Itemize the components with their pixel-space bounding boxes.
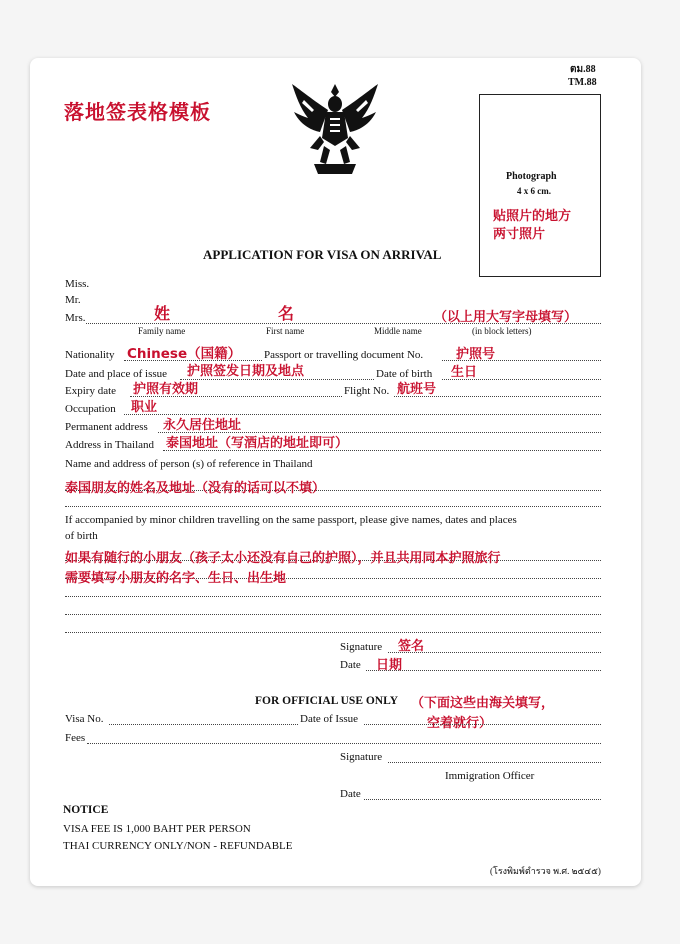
children-text-line2: of birth <box>65 530 98 542</box>
photo-note-1: 贴照片的地方 <box>493 209 572 224</box>
expiry-label: Expiry date <box>65 385 117 397</box>
notice-title: NOTICE <box>63 804 109 816</box>
birth-note: 生日 <box>451 365 478 380</box>
issue-date-line <box>364 724 601 725</box>
thai-address-label: Address in Thailand <box>65 439 155 451</box>
issue-label: Date and place of issue <box>65 368 168 380</box>
issue-line[interactable] <box>180 379 374 380</box>
block-letters-note: （以上用大写字母填写） <box>434 310 578 325</box>
children-line-3[interactable] <box>65 596 601 597</box>
title-mrs: Mrs. <box>65 312 86 324</box>
passport-note: 护照号 <box>456 347 496 362</box>
immigration-officer-label: Immigration Officer <box>445 770 535 782</box>
official-note-2: 空着就行） <box>427 716 493 731</box>
birth-label: Date of birth <box>376 368 433 380</box>
flight-label: Flight No. <box>344 385 390 397</box>
children-note-2: 需要填写小朋友的名字、生日、出生地 <box>65 571 287 586</box>
official-signature-label: Signature <box>340 751 383 763</box>
visa-application-sheet <box>30 58 641 886</box>
notice-line-2: THAI CURRENCY ONLY/NON - REFUNDABLE <box>63 840 293 852</box>
footer-print-note: (โรงพิมพ์ตำรวจ พ.ศ. ๒๕๔๕) <box>490 866 601 876</box>
permanent-note: 永久居住地址 <box>163 418 242 433</box>
form-title: APPLICATION FOR VISA ON ARRIVAL <box>203 247 442 262</box>
date-label: Date <box>340 659 361 671</box>
family-name-note: 姓 <box>154 304 171 323</box>
occupation-note: 职业 <box>131 400 158 415</box>
first-name-note: 名 <box>278 304 295 323</box>
garuda-emblem-icon <box>290 80 380 178</box>
photo-note-2: 两寸照片 <box>493 227 546 242</box>
nationality-label: Nationality <box>65 349 115 361</box>
photo-size: 4 x 6 cm. <box>517 186 551 196</box>
visa-no-label: Visa No. <box>65 713 104 725</box>
date-note: 日期 <box>376 658 403 673</box>
official-date-line <box>364 799 601 800</box>
reference-label: Name and address of person (s) of reference in Thailand <box>65 458 313 470</box>
overlay-title: 落地签表格模板 <box>64 100 211 124</box>
nationality-note: Chinese（国籍） <box>127 346 242 362</box>
signature-note: 签名 <box>398 639 425 654</box>
block-letters-label: (in block letters) <box>472 326 532 336</box>
photo-title: Photograph <box>506 171 557 182</box>
official-date-label: Date <box>340 788 361 800</box>
expiry-note: 护照有效期 <box>133 382 199 397</box>
form-code-latin: TM.88 <box>568 77 597 88</box>
children-line-4[interactable] <box>65 614 601 615</box>
children-text-line1: If accompanied by minor children travelling on the same passport, please give names, dates and places <box>65 514 517 526</box>
permanent-label: Permanent address <box>65 421 148 433</box>
issue-date-label: Date of Issue <box>300 713 359 725</box>
official-signature-line <box>388 762 601 763</box>
first-name-label: First name <box>266 326 305 336</box>
form-code-thai: ตม.88 <box>570 64 596 75</box>
title-miss: Miss. <box>65 278 90 290</box>
reference-note: 泰国朋友的姓名及地址（没有的话可以不填） <box>65 481 326 496</box>
official-note-1: （下面这些由海关填写， <box>411 696 555 711</box>
family-name-label: Family name <box>138 326 186 336</box>
thai-address-note: 泰国地址（写酒店的地址即可） <box>166 436 349 451</box>
notice-line-1: VISA FEE IS 1,000 BAHT PER PERSON <box>63 823 251 835</box>
fees-label: Fees <box>65 732 86 744</box>
children-note-1: 如果有随行的小朋友（孩子太小还没有自己的护照），并且共用同本护照旅行 <box>65 551 501 566</box>
issue-note: 护照签发日期及地点 <box>187 364 305 379</box>
signature-label: Signature <box>340 641 383 653</box>
title-mr: Mr. <box>65 294 81 306</box>
passport-label: Passport or travelling document No. <box>264 349 424 361</box>
flight-note: 航班号 <box>397 382 437 397</box>
middle-name-label: Middle name <box>374 326 422 336</box>
children-line-5[interactable] <box>65 632 601 633</box>
official-use-title: FOR OFFICIAL USE ONLY <box>255 695 399 707</box>
occupation-label: Occupation <box>65 403 116 415</box>
fees-line <box>87 743 601 744</box>
reference-line-2[interactable] <box>65 506 601 507</box>
visa-no-line <box>109 724 298 725</box>
